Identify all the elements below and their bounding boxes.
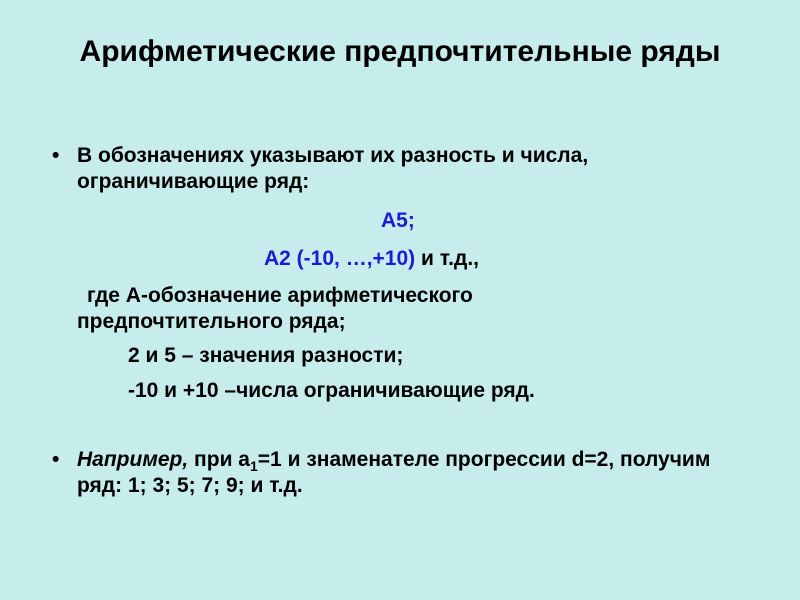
bullet-1-text: В обозначениях указывают их разность и числа, ограничивающие ряд: (77, 144, 589, 193)
difference-values: 2 и 5 – значения разности; (128, 344, 404, 367)
subscript-index: 1 (250, 458, 258, 474)
bullet-2-text (77, 447, 737, 499)
example-text-start: при а (188, 448, 250, 471)
example-a2-line (264, 246, 479, 272)
example-a2: А2 (-10, …,+10) (264, 247, 416, 270)
example-a2-suffix: и т.д., (415, 247, 480, 270)
example-text-end: =1 и знаменателе прогрессии d=2, получим ряд: 1; 3; 5; 7; 9; и т.д. (77, 448, 711, 497)
slide-title: Арифметические предпочтительные ряды (79, 35, 721, 68)
bullet-dot: • (52, 144, 60, 167)
limit-values: -10 и +10 –числа ограничивающие ряд. (128, 379, 535, 402)
example-lead: Например, (77, 448, 189, 471)
example-a5: А5; (381, 209, 415, 232)
where-definition: где А-обозначение арифметического предпочтительного ряда; (77, 284, 473, 333)
bullet-dot: • (52, 448, 60, 471)
